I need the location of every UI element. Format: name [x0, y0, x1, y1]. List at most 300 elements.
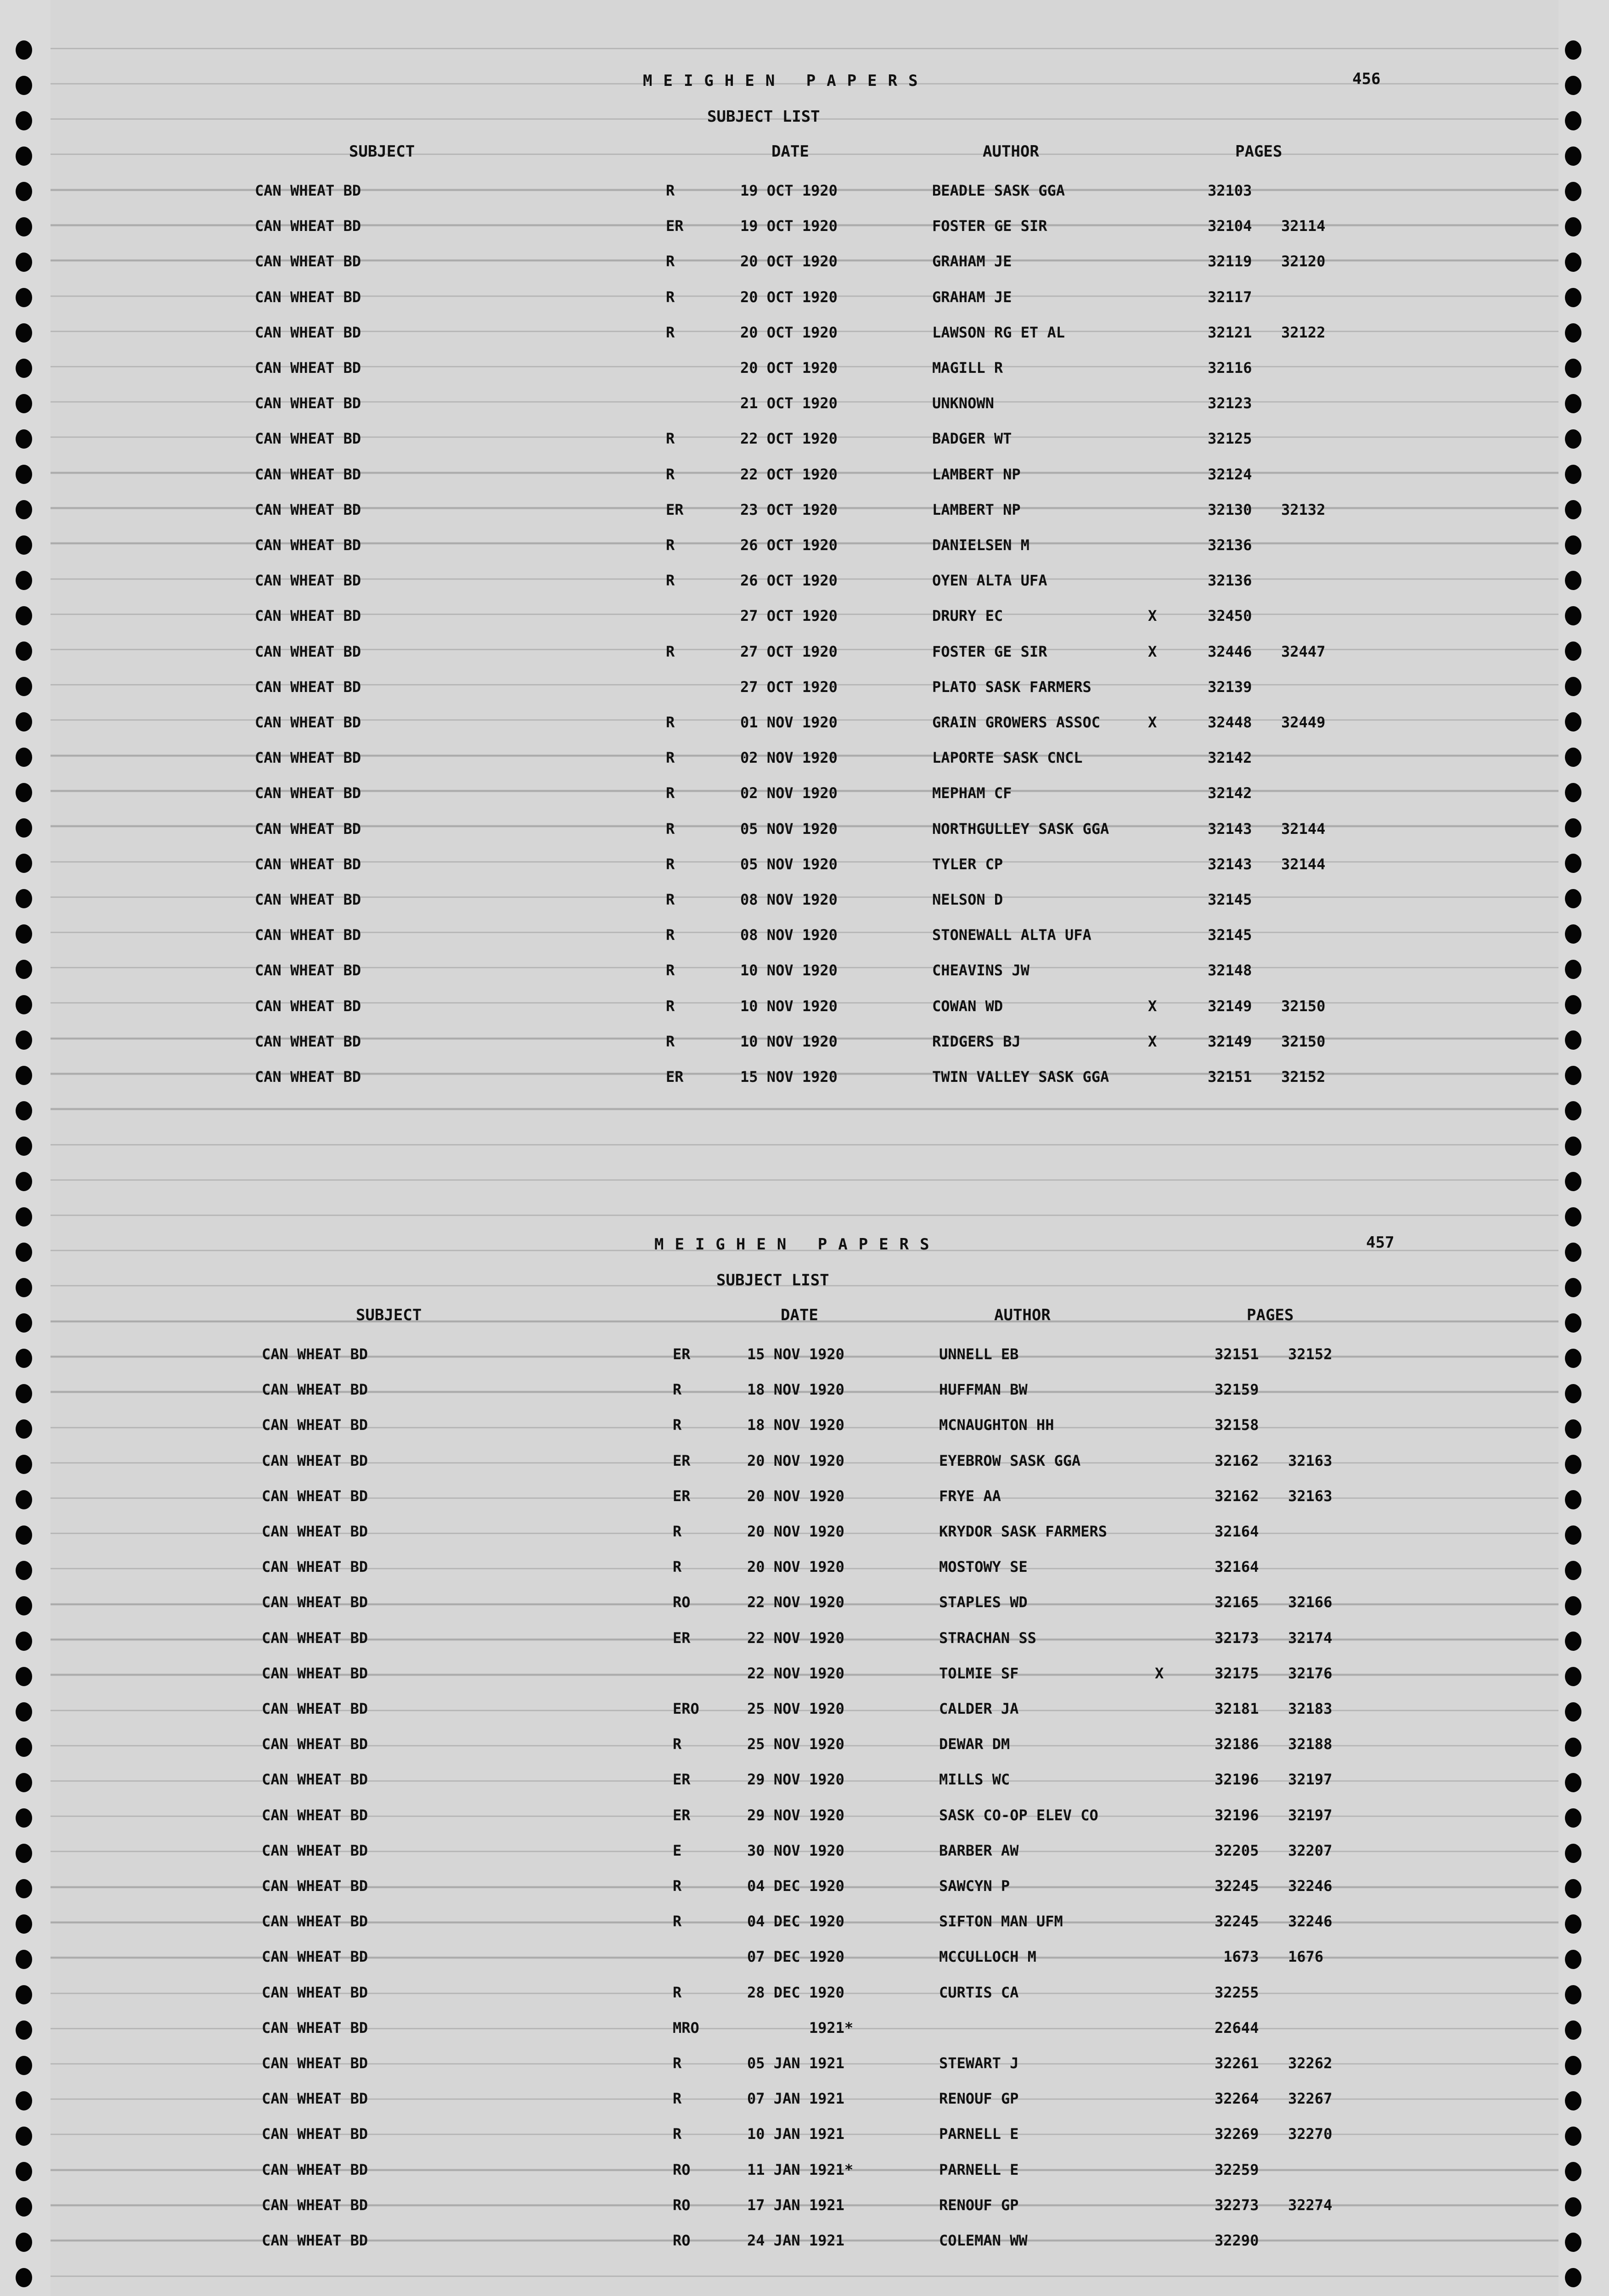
- code-cell: R: [673, 1913, 682, 1930]
- subject-cell: CAN WHEAT BD: [255, 1032, 361, 1050]
- date-cell: 02 NOV 1920: [740, 784, 838, 802]
- table-row: [0, 921, 1609, 956]
- date-cell: 15 NOV 1920: [747, 1345, 844, 1363]
- sprocket-hole: [1565, 1243, 1581, 1262]
- code-cell: RO: [673, 1593, 691, 1611]
- date-cell: 1921*: [747, 2019, 854, 2037]
- table-row: [0, 1446, 1609, 1482]
- table-row: [0, 1659, 1609, 1694]
- author-cell: MCNAUGHTON HH: [939, 1416, 1054, 1434]
- sprocket-hole: [1565, 76, 1581, 95]
- table-row: [0, 2049, 1609, 2084]
- page-end-cell: 32447: [1281, 642, 1326, 660]
- table-row: [0, 1872, 1609, 1907]
- date-cell: 19 OCT 1920: [740, 217, 838, 235]
- page-start-cell: 32181: [1215, 1700, 1259, 1717]
- page-start-cell: 32259: [1215, 2161, 1259, 2178]
- page-end-cell: 32449: [1281, 714, 1326, 731]
- page-start-cell: 32158: [1215, 1416, 1259, 1434]
- author-cell: PLATO SASK FARMERS: [932, 678, 1091, 696]
- subject-cell: CAN WHEAT BD: [255, 607, 361, 625]
- date-cell: 25 NOV 1920: [747, 1735, 844, 1753]
- code-cell: ER: [666, 501, 684, 518]
- table-row: [0, 992, 1609, 1027]
- table-row: [0, 1942, 1609, 1978]
- author-cell: TOLMIE SF: [939, 1664, 1019, 1682]
- page-start-cell: 32245: [1215, 1877, 1259, 1895]
- date-cell: 10 JAN 1921: [747, 2125, 844, 2143]
- subject-cell: CAN WHEAT BD: [255, 926, 361, 944]
- page-end-cell: 32176: [1288, 1664, 1333, 1682]
- page-end-cell: 32152: [1288, 1345, 1333, 1363]
- subject-cell: CAN WHEAT BD: [262, 2054, 368, 2072]
- author-cell: UNNELL EB: [939, 1345, 1019, 1363]
- code-cell: R: [673, 2054, 682, 2072]
- subject-cell: CAN WHEAT BD: [255, 253, 361, 270]
- author-cell: FRYE AA: [939, 1487, 1001, 1505]
- author-cell: LAPORTE SASK CNCL: [932, 749, 1083, 767]
- table-row: [0, 354, 1609, 389]
- page-start-cell: 32104: [1208, 217, 1252, 235]
- page-start-cell: 32103: [1208, 182, 1252, 199]
- author-cell: BEADLE SASK GGA: [932, 182, 1065, 199]
- date-cell: 01 NOV 1920: [740, 714, 838, 731]
- author-cell: COWAN WD: [932, 997, 1003, 1015]
- sprocket-hole: [1565, 111, 1581, 130]
- table-row: [0, 247, 1609, 282]
- date-cell: 21 OCT 1920: [740, 394, 838, 412]
- page-end-cell: 32197: [1288, 1806, 1333, 1824]
- author-cell: CURTIS CA: [939, 1983, 1019, 2001]
- subject-cell: CAN WHEAT BD: [262, 1629, 368, 1647]
- table-row: [0, 637, 1609, 673]
- sprocket-hole: [1565, 1207, 1581, 1227]
- page-start-cell: 1673: [1215, 1948, 1259, 1966]
- code-cell: ER: [673, 1345, 691, 1363]
- code-cell: R: [666, 323, 675, 341]
- page-end-cell: 32207: [1288, 1841, 1333, 1859]
- code-cell: R: [673, 1983, 682, 2001]
- sprocket-hole: [1565, 1137, 1581, 1156]
- author-cell: UNKNOWN: [932, 394, 994, 412]
- table-row: [0, 1836, 1609, 1872]
- author-cell: MOSTOWY SE: [939, 1558, 1028, 1576]
- date-cell: 20 NOV 1920: [747, 1452, 844, 1469]
- subject-cell: CAN WHEAT BD: [255, 784, 361, 802]
- page-start-cell: 32261: [1215, 2054, 1259, 2072]
- page-end-cell: 32122: [1281, 323, 1326, 341]
- author-cell: RIDGERS BJ: [932, 1032, 1021, 1050]
- date-cell: 10 NOV 1920: [740, 962, 838, 979]
- author-cell: NORTHGULLEY SASK GGA: [932, 820, 1109, 838]
- page-start-cell: 32196: [1215, 1771, 1259, 1789]
- subject-cell: CAN WHEAT BD: [262, 1735, 368, 1753]
- page-start-cell: 32162: [1215, 1452, 1259, 1469]
- page-start-cell: 32245: [1215, 1913, 1259, 1930]
- table-row: [0, 318, 1609, 354]
- code-cell: ER: [673, 1806, 691, 1824]
- page-start-cell: 32205: [1215, 1841, 1259, 1859]
- table-row: [0, 1517, 1609, 1553]
- subject-cell: CAN WHEAT BD: [255, 359, 361, 377]
- author-cell: STEWART J: [939, 2054, 1019, 2072]
- code-cell: ER: [666, 1068, 684, 1086]
- table-row: [0, 2191, 1609, 2226]
- author-cell: SASK CO-OP ELEV CO: [939, 1806, 1098, 1824]
- date-cell: 10 NOV 1920: [740, 997, 838, 1015]
- date-cell: 30 NOV 1920: [747, 1841, 844, 1859]
- sprocket-hole: [1565, 1101, 1581, 1120]
- subject-cell: CAN WHEAT BD: [262, 1664, 368, 1682]
- code-cell: ER: [673, 1629, 691, 1647]
- code-cell: R: [666, 465, 675, 483]
- page-end-cell: 32246: [1288, 1877, 1333, 1895]
- code-cell: E: [673, 1841, 682, 1859]
- code-cell: R: [666, 962, 675, 979]
- page-start-cell: 32143: [1208, 855, 1252, 873]
- subject-cell: CAN WHEAT BD: [255, 394, 361, 412]
- sprocket-hole: [1565, 1313, 1581, 1333]
- code-cell: R: [666, 182, 675, 199]
- author-cell: MEPHAM CF: [932, 784, 1012, 802]
- date-cell: 20 OCT 1920: [740, 359, 838, 377]
- subject-cell: CAN WHEAT BD: [255, 997, 361, 1015]
- author-cell: GRAIN GROWERS ASSOC: [932, 714, 1101, 731]
- date-cell: 25 NOV 1920: [747, 1700, 844, 1717]
- date-cell: 27 OCT 1920: [740, 607, 838, 625]
- subject-cell: CAN WHEAT BD: [255, 217, 361, 235]
- page-start-cell: 32151: [1208, 1068, 1252, 1086]
- table-row: [0, 779, 1609, 814]
- date-cell: 20 NOV 1920: [747, 1523, 844, 1540]
- page-start-cell: 32116: [1208, 359, 1252, 377]
- table-row: [0, 1027, 1609, 1063]
- code-cell: R: [673, 1735, 682, 1753]
- subject-cell: CAN WHEAT BD: [262, 2232, 368, 2249]
- table-row: [0, 743, 1609, 779]
- subject-cell: CAN WHEAT BD: [255, 714, 361, 731]
- page-start-cell: 32175: [1215, 1664, 1259, 1682]
- date-cell: 07 DEC 1920: [747, 1948, 844, 1966]
- page-start-cell: 32125: [1208, 430, 1252, 448]
- page-end-cell: 32144: [1281, 820, 1326, 838]
- subject-cell: CAN WHEAT BD: [262, 1806, 368, 1824]
- page-end-cell: 32262: [1288, 2054, 1333, 2072]
- author-cell: BARBER AW: [939, 1841, 1019, 1859]
- page-start-cell: 32119: [1208, 253, 1252, 270]
- page-start-cell: 32145: [1208, 926, 1252, 944]
- code-cell: R: [666, 430, 675, 448]
- author-cell: EYEBROW SASK GGA: [939, 1452, 1081, 1469]
- date-cell: 08 NOV 1920: [740, 891, 838, 908]
- code-cell: R: [666, 642, 675, 660]
- page-start-cell: 32273: [1215, 2196, 1259, 2214]
- author-cell: SAWCYN P: [939, 1877, 1010, 1895]
- subject-cell: CAN WHEAT BD: [255, 678, 361, 696]
- code-cell: R: [666, 926, 675, 944]
- subject-cell: CAN WHEAT BD: [262, 1558, 368, 1576]
- code-cell: R: [666, 784, 675, 802]
- page-end-cell: 32120: [1281, 253, 1326, 270]
- subject-cell: CAN WHEAT BD: [255, 288, 361, 306]
- page-start-cell: 32149: [1208, 997, 1252, 1015]
- author-cell: BADGER WT: [932, 430, 1012, 448]
- page-end-cell: 32274: [1288, 2196, 1333, 2214]
- page-start-cell: 32173: [1215, 1629, 1259, 1647]
- page-end-cell: 1676: [1288, 1948, 1324, 1966]
- author-cell: STAPLES WD: [939, 1593, 1028, 1611]
- table-row: [0, 566, 1609, 602]
- subject-cell: CAN WHEAT BD: [255, 501, 361, 518]
- sprocket-hole: [16, 1313, 32, 1333]
- page-start-cell: 32124: [1208, 465, 1252, 483]
- author-cell: FOSTER GE SIR: [932, 642, 1047, 660]
- date-cell: 20 OCT 1920: [740, 323, 838, 341]
- code-cell: R: [673, 1558, 682, 1576]
- sprocket-hole: [16, 76, 32, 95]
- author-cell: GRAHAM JE: [932, 253, 1012, 270]
- subject-cell: CAN WHEAT BD: [262, 2125, 368, 2143]
- page-end-cell: 32270: [1288, 2125, 1333, 2143]
- date-cell: 20 NOV 1920: [747, 1558, 844, 1576]
- code-cell: ER: [673, 1771, 691, 1789]
- author-cell: CHEAVINS JW: [932, 962, 1030, 979]
- code-cell: R: [673, 1381, 682, 1399]
- subject-cell: CAN WHEAT BD: [262, 1913, 368, 1930]
- page-end-cell: 32132: [1281, 501, 1326, 518]
- code-cell: RO: [673, 2232, 691, 2249]
- author-cell: HUFFMAN BW: [939, 1381, 1028, 1399]
- author-cell: MAGILL R: [932, 359, 1003, 377]
- subject-cell: CAN WHEAT BD: [255, 749, 361, 767]
- table-row: [0, 815, 1609, 850]
- date-cell: 23 OCT 1920: [740, 501, 838, 518]
- page-start-cell: 32142: [1208, 784, 1252, 802]
- date-cell: 18 NOV 1920: [747, 1381, 844, 1399]
- page-number: 457: [1366, 1233, 1395, 1252]
- x-flag-cell: X: [1148, 607, 1157, 625]
- date-cell: 18 NOV 1920: [747, 1416, 844, 1434]
- x-flag-cell: X: [1148, 642, 1157, 660]
- page-start-cell: 32159: [1215, 1381, 1259, 1399]
- author-cell: LAMBERT NP: [932, 501, 1021, 518]
- page-start-cell: 32142: [1208, 749, 1252, 767]
- page-end-cell: 32267: [1288, 2090, 1333, 2108]
- code-cell: R: [666, 891, 675, 908]
- page-end-cell: 32152: [1281, 1068, 1326, 1086]
- sprocket-hole: [16, 2268, 32, 2287]
- table-row: [0, 673, 1609, 708]
- author-cell: PARNELL E: [939, 2161, 1019, 2178]
- code-cell: R: [666, 536, 675, 554]
- author-cell: FOSTER GE SIR: [932, 217, 1047, 235]
- table-row: [0, 1694, 1609, 1730]
- date-cell: 11 JAN 1921*: [747, 2161, 854, 2178]
- table-row: [0, 1907, 1609, 1942]
- x-flag-cell: X: [1148, 997, 1157, 1015]
- subject-cell: CAN WHEAT BD: [262, 2090, 368, 2108]
- date-cell: 05 NOV 1920: [740, 855, 838, 873]
- subject-cell: CAN WHEAT BD: [262, 1700, 368, 1717]
- page-end-cell: 32246: [1288, 1913, 1333, 1930]
- date-cell: 19 OCT 1920: [740, 182, 838, 199]
- column-header-pages: PAGES: [1235, 142, 1283, 161]
- subject-cell: CAN WHEAT BD: [255, 536, 361, 554]
- sprocket-hole: [16, 1243, 32, 1262]
- code-cell: R: [673, 2125, 682, 2143]
- table-row: [0, 708, 1609, 743]
- code-cell: R: [666, 572, 675, 590]
- table-row: [0, 424, 1609, 460]
- column-header-date: DATE: [771, 142, 809, 161]
- page-end-cell: 32188: [1288, 1735, 1333, 1753]
- sprocket-hole: [16, 146, 32, 166]
- subject-cell: CAN WHEAT BD: [262, 1381, 368, 1399]
- page-start-cell: 32123: [1208, 394, 1252, 412]
- code-cell: R: [673, 2090, 682, 2108]
- date-cell: 22 NOV 1920: [747, 1664, 844, 1682]
- code-cell: R: [673, 1877, 682, 1895]
- date-cell: 04 DEC 1920: [747, 1877, 844, 1895]
- page-end-cell: 32150: [1281, 997, 1326, 1015]
- table-row: [0, 2014, 1609, 2049]
- code-cell: MRO: [673, 2019, 699, 2037]
- table-row: [0, 1978, 1609, 2014]
- table-row: [0, 389, 1609, 424]
- table-row: [0, 1765, 1609, 1801]
- code-cell: R: [666, 253, 675, 270]
- subtitle: SUBJECT LIST: [707, 107, 820, 126]
- table-row: [0, 1375, 1609, 1411]
- subject-cell: CAN WHEAT BD: [255, 182, 361, 199]
- table-row: [0, 1482, 1609, 1517]
- page-end-cell: 32183: [1288, 1700, 1333, 1717]
- date-cell: 26 OCT 1920: [740, 536, 838, 554]
- subject-cell: CAN WHEAT BD: [262, 1948, 368, 1966]
- page-start-cell: 32143: [1208, 820, 1252, 838]
- page-end-cell: 32150: [1281, 1032, 1326, 1050]
- sprocket-hole: [1565, 146, 1581, 166]
- table-row: [0, 1063, 1609, 1098]
- date-cell: 17 JAN 1921: [747, 2196, 844, 2214]
- code-cell: R: [666, 997, 675, 1015]
- code-cell: R: [666, 288, 675, 306]
- date-cell: 20 OCT 1920: [740, 288, 838, 306]
- page-end-cell: 32114: [1281, 217, 1326, 235]
- page-start-cell: 32148: [1208, 962, 1252, 979]
- author-cell: GRAHAM JE: [932, 288, 1012, 306]
- subject-cell: CAN WHEAT BD: [255, 891, 361, 908]
- page-end-cell: 32144: [1281, 855, 1326, 873]
- author-cell: RENOUF GP: [939, 2090, 1019, 2108]
- subject-cell: CAN WHEAT BD: [255, 323, 361, 341]
- author-cell: DEWAR DM: [939, 1735, 1010, 1753]
- author-cell: STRACHAN SS: [939, 1629, 1036, 1647]
- x-flag-cell: X: [1148, 1032, 1157, 1050]
- author-cell: DANIELSEN M: [932, 536, 1030, 554]
- date-cell: 29 NOV 1920: [747, 1806, 844, 1824]
- table-row: [0, 885, 1609, 921]
- page-start-cell: 32162: [1215, 1487, 1259, 1505]
- subject-cell: CAN WHEAT BD: [255, 430, 361, 448]
- table-row: [0, 956, 1609, 991]
- page-start-cell: 32164: [1215, 1523, 1259, 1540]
- x-flag-cell: X: [1148, 714, 1157, 731]
- author-cell: DRURY EC: [932, 607, 1003, 625]
- subtitle: SUBJECT LIST: [716, 1271, 829, 1289]
- subject-cell: CAN WHEAT BD: [255, 465, 361, 483]
- subject-cell: CAN WHEAT BD: [262, 1487, 368, 1505]
- sprocket-hole: [16, 1101, 32, 1120]
- subject-cell: CAN WHEAT BD: [262, 1345, 368, 1363]
- date-cell: 22 NOV 1920: [747, 1593, 844, 1611]
- x-flag-cell: X: [1155, 1664, 1164, 1682]
- date-cell: 05 JAN 1921: [747, 2054, 844, 2072]
- code-cell: ERO: [673, 1700, 699, 1717]
- sprocket-hole: [1565, 1278, 1581, 1297]
- page-start-cell: 32290: [1215, 2232, 1259, 2249]
- table-row: [0, 602, 1609, 637]
- date-cell: 10 NOV 1920: [740, 1032, 838, 1050]
- date-cell: 22 OCT 1920: [740, 465, 838, 483]
- author-cell: STONEWALL ALTA UFA: [932, 926, 1091, 944]
- page-start-cell: 32255: [1215, 1983, 1259, 2001]
- page-start-cell: 22644: [1215, 2019, 1259, 2037]
- date-cell: 29 NOV 1920: [747, 1771, 844, 1789]
- subject-cell: CAN WHEAT BD: [262, 1771, 368, 1789]
- column-header-pages: PAGES: [1247, 1306, 1294, 1324]
- table-row: [0, 1801, 1609, 1836]
- code-cell: RO: [673, 2161, 691, 2178]
- page-start-cell: 32145: [1208, 891, 1252, 908]
- page-start-cell: 32264: [1215, 2090, 1259, 2108]
- table-row: [0, 176, 1609, 212]
- author-cell: LAMBERT NP: [932, 465, 1021, 483]
- date-cell: 04 DEC 1920: [747, 1913, 844, 1930]
- page-start-cell: 32130: [1208, 501, 1252, 518]
- subject-cell: CAN WHEAT BD: [255, 820, 361, 838]
- author-cell: CALDER JA: [939, 1700, 1019, 1717]
- date-cell: 24 JAN 1921: [747, 2232, 844, 2249]
- table-row: [0, 283, 1609, 318]
- author-cell: PARNELL E: [939, 2125, 1019, 2143]
- author-cell: TYLER CP: [932, 855, 1003, 873]
- table-row: [0, 850, 1609, 885]
- code-cell: RO: [673, 2196, 691, 2214]
- code-cell: R: [666, 714, 675, 731]
- sprocket-hole: [16, 1207, 32, 1227]
- page-title: MEIGHEN PAPERS: [654, 1235, 940, 1254]
- sprocket-hole: [16, 40, 32, 60]
- date-cell: 20 OCT 1920: [740, 253, 838, 270]
- table-row: [0, 495, 1609, 531]
- table-row: [0, 1624, 1609, 1659]
- subject-cell: CAN WHEAT BD: [262, 2196, 368, 2214]
- subject-cell: CAN WHEAT BD: [262, 1593, 368, 1611]
- table-row: [0, 1588, 1609, 1623]
- date-cell: 26 OCT 1920: [740, 572, 838, 590]
- sprocket-hole: [16, 1278, 32, 1297]
- page-start-cell: 32151: [1215, 1345, 1259, 1363]
- subject-cell: CAN WHEAT BD: [255, 642, 361, 660]
- table-row: [0, 1553, 1609, 1588]
- table-row: [0, 2155, 1609, 2191]
- table-row: [0, 460, 1609, 495]
- table-row: [0, 2226, 1609, 2262]
- code-cell: R: [666, 820, 675, 838]
- table-row: [0, 1730, 1609, 1765]
- subject-cell: CAN WHEAT BD: [255, 1068, 361, 1086]
